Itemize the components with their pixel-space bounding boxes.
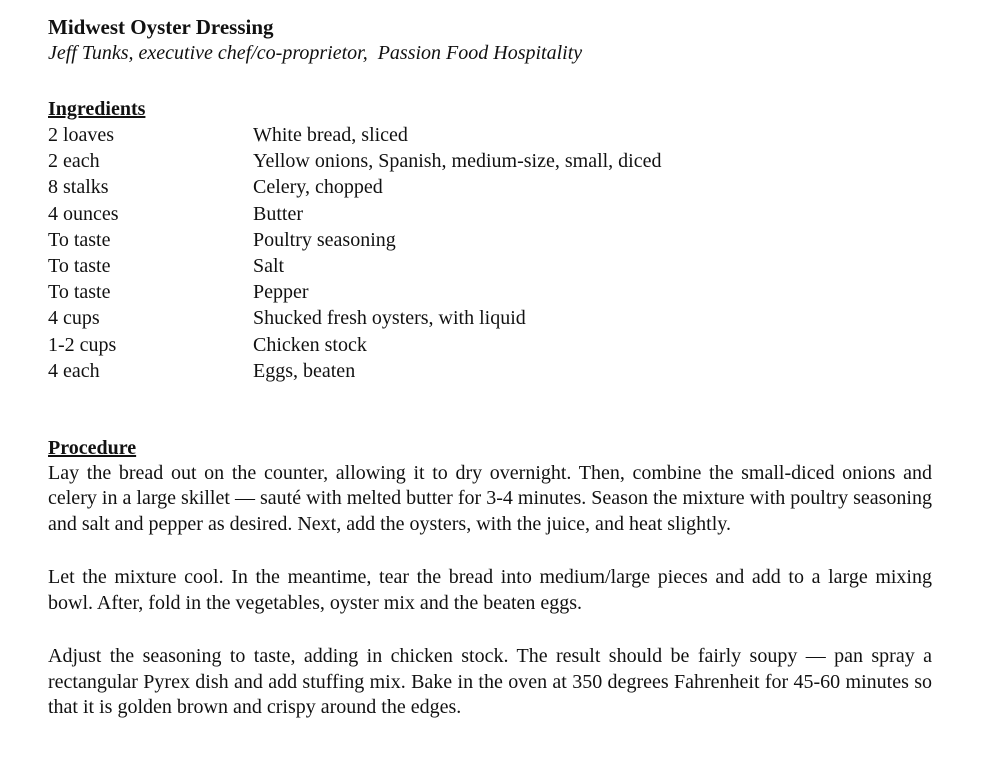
ingredient-quantity: To taste (48, 254, 111, 277)
ingredient-item: Chicken stock (253, 333, 367, 356)
ingredient-quantity: 4 each (48, 359, 100, 382)
ingredient-item: White bread, sliced (253, 124, 408, 146)
ingredient-quantity: 2 loaves (48, 124, 115, 146)
ingredient-row (48, 305, 932, 331)
ingredient-item: Eggs, beaten (253, 359, 356, 382)
ingredient-quantity: 4 cups (48, 307, 100, 330)
ingredient-quantity: 1-2 cups (48, 333, 117, 356)
recipe-document (48, 14, 932, 721)
ingredient-quantity: 8 stalks (48, 176, 109, 199)
procedure-paragraph: Let the mixture cool. In the meantime, tear the bread into medium/large pieces and add to a large mixing bowl. After, fold in the vegetables, oyster mix and the beaten eggs. (48, 566, 932, 614)
ingredient-quantity: 4 ounces (48, 202, 119, 225)
ingredient-item: Butter (253, 202, 303, 225)
ingredient-row (48, 174, 932, 200)
ingredient-row (48, 358, 932, 384)
ingredient-item: Salt (253, 254, 285, 277)
recipe-byline: Jeff Tunks, executive chef/co-proprietor, Passion Food Hospitality (48, 42, 583, 64)
ingredient-row (48, 279, 932, 305)
ingredient-row (48, 227, 932, 253)
ingredient-row (48, 148, 932, 174)
procedure-heading: Procedure (48, 436, 137, 459)
ingredient-quantity: To taste (48, 281, 111, 304)
ingredient-item: Shucked fresh oysters, with liquid (253, 307, 526, 330)
procedure-paragraph: Lay the bread out on the counter, allowing it to dry overnight. Then, combine the small-diced onions and celery in a large skillet — sauté with melted butter for 3-4 minutes. Season the mixture with poultry seasoning and salt and pepper as desired. Next, add the oysters, with the juice, and heat slightly. (48, 461, 932, 535)
ingredient-item: Pepper (253, 281, 309, 304)
ingredient-row (48, 332, 932, 358)
ingredient-quantity: To taste (48, 228, 111, 251)
recipe-title: Midwest Oyster Dressing (48, 15, 274, 39)
ingredient-list (48, 122, 932, 384)
ingredient-item: Yellow onions, Spanish, medium-size, small, diced (253, 150, 662, 173)
ingredients-heading: Ingredients (48, 98, 146, 120)
ingredient-item: Celery, chopped (253, 176, 383, 199)
ingredient-quantity: 2 each (48, 150, 100, 173)
ingredient-row (48, 122, 932, 148)
procedure-paragraph: Adjust the seasoning to taste, adding in chicken stock. The result should be fairly soupy — pan spray a rectangular Pyrex dish and add stuffing mix. Bake in the oven at 350 degrees Fahrenheit for 45-60 minutes so that it is golden brown and crispy around the edges. (48, 645, 932, 719)
ingredient-row (48, 253, 932, 279)
ingredient-row (48, 201, 932, 227)
ingredient-item: Poultry seasoning (253, 228, 396, 251)
